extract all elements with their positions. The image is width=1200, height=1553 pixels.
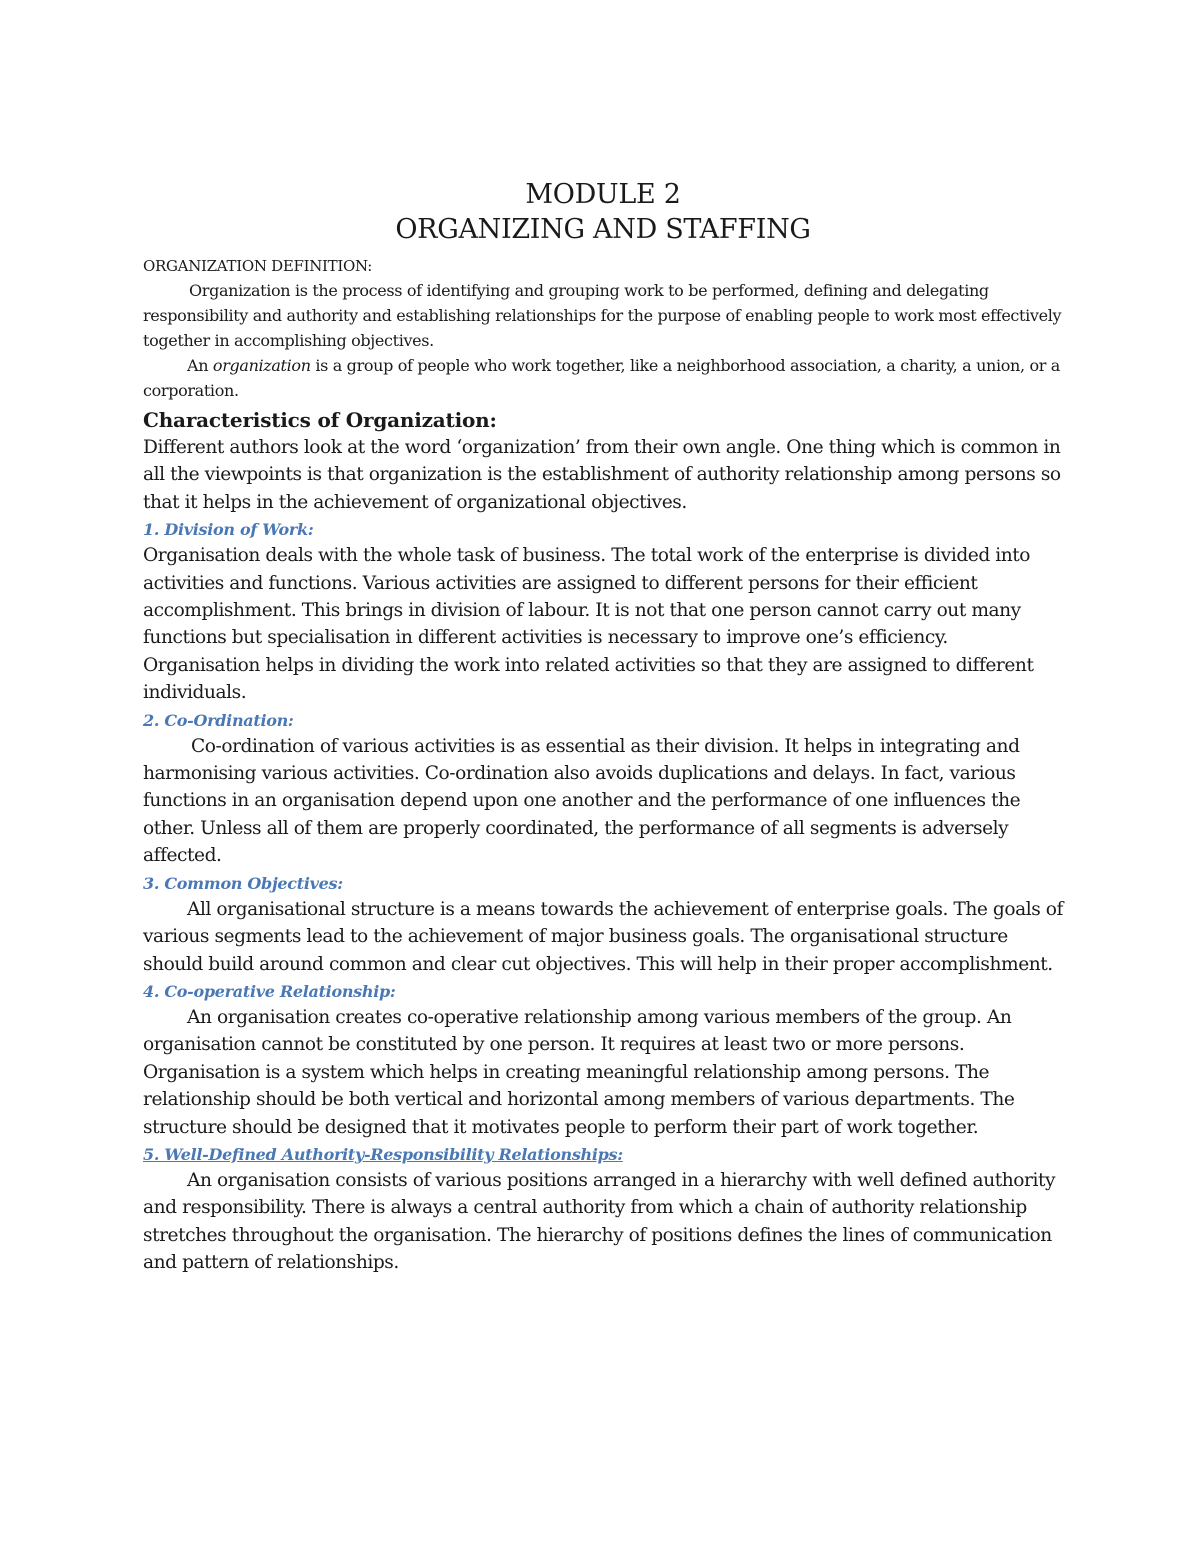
org-suffix: is a group of people who work together, like a neighborhood association, a charity, a union, or a corporation. [143,356,1060,400]
section-text-division-of-work: Organisation deals with the whole task of business. The total work of the enterprise is divided into activities and functions. Various activities are assigned to different persons for their efficient accomplishment. This brings in division of labour. It is not that one person cannot carry out many functions but specialisation in different activities is necessary to improve one’s efficiency. Organisation helps in dividing the work into related activities so that they are assigned to different individuals. [143,545,1034,704]
section-heading-cooperative-relationship: 4. Co-operative Relationship: [143,981,396,1001]
module-subtitle: ORGANIZING AND STAFFING [395,214,811,245]
section-heading-co-ordination: 2. Co-Ordination: [143,710,294,730]
module-title: MODULE 2 [525,179,681,210]
definition-label: ORGANIZATION DEFINITION: [143,257,373,275]
org-emphasis: organization [212,356,311,375]
section-heading-authority-responsibility: 5. Well-Defined Authority-Responsibility Relationships: [143,1144,623,1164]
org-prefix: An [187,356,213,375]
organization-paragraph [143,353,1063,403]
section-text-cooperative-relationship: An organisation creates co-operative relationship among various members of the group. An organisation cannot be constituted by one person. It requires at least two or more persons. Organisation is a system which helps in creating meaningful relationship among persons. The relationship should be both vertical and horizontal among members of various departments. The structure should be designed that it motivates people to perform their part of work together. [143,1006,1015,1138]
characteristics-intro: Different authors look at the word ‘organization’ from their own angle. One thing which is common in all the viewpoints is that organization is the establishment of authority relationship among persons so that it helps in the achievement of organizational objectives. [143,437,1061,513]
section-heading-division-of-work: 1. Division of Work: [143,520,314,540]
definition-paragraph: Organization is the process of identifying and grouping work to be performed, defining and delegating responsibility and authority and establishing relationships for the purpose of enabling people to work most effectively together in accomplishing objectives. [143,281,1062,350]
section-text-common-objectives: All organisational structure is a means towards the achievement of enterprise goals. The goals of various segments lead to the achievement of major business goals. The organisational structure should build around common and clear cut objectives. This will help in their proper accomplishment. [143,898,1063,975]
section-text-authority-responsibility: An organisation consists of various positions arranged in a hierarchy with well defined authority and responsibility. There is always a central authority from which a chain of authority relationship stretches throughout the organisation. The hierarchy of positions defines the lines of communication and pattern of relationships. [143,1169,1056,1274]
document-page [143,178,1063,1277]
characteristics-heading: Characteristics of Organization: [143,408,497,432]
section-text-co-ordination: Co-ordination of various activities is as essential as their division. It helps in integrating and harmonising various activities. Co-ordination also avoids duplications and delays. In fact, various functions in an organisation depend upon one another and the performance of one influences the other. Unless all of them are properly coordinated, the performance of all segments is adversely affected. [143,735,1021,867]
section-heading-common-objectives: 3. Common Objectives: [143,873,343,893]
